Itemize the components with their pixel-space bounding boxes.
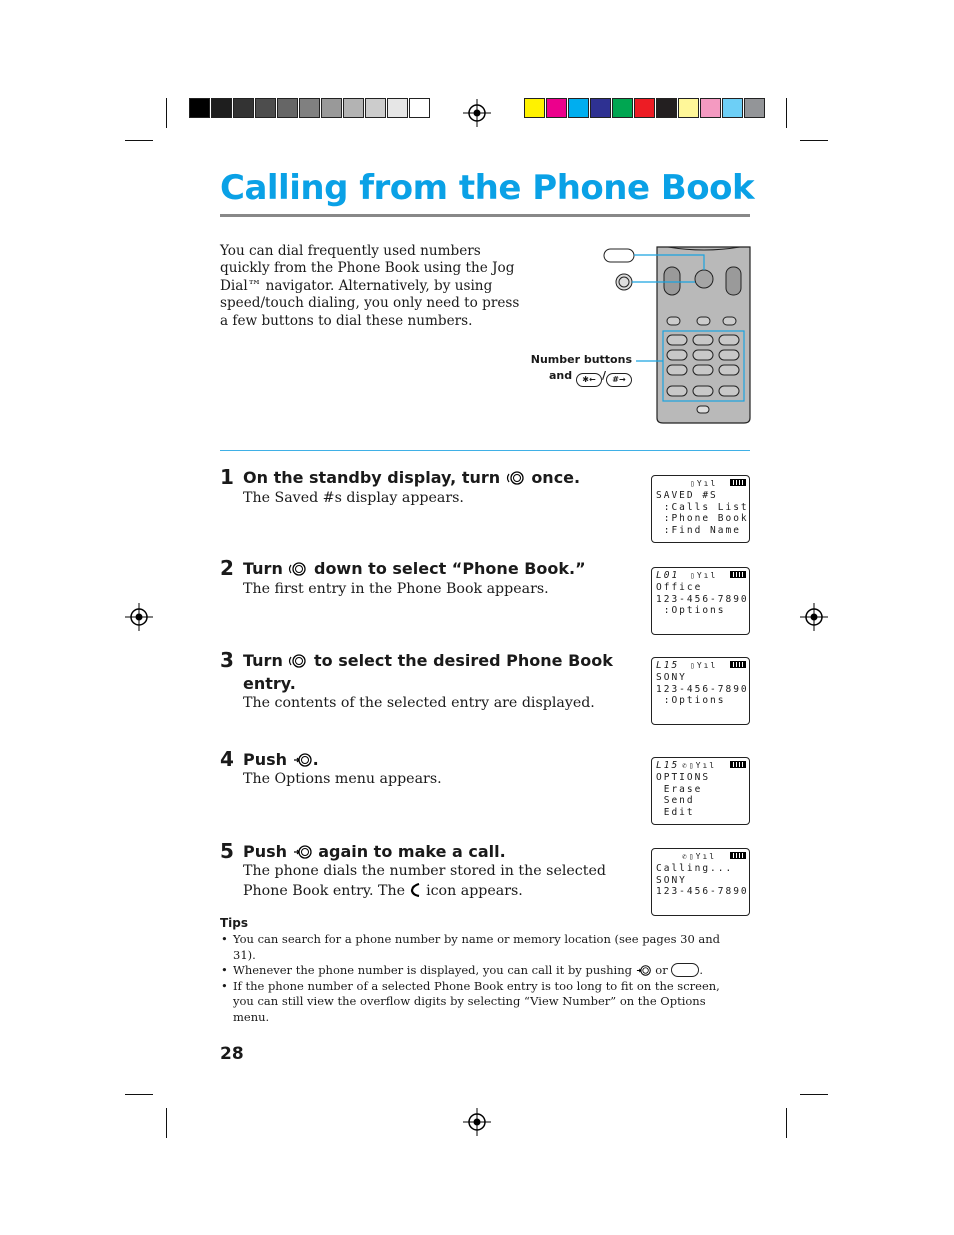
- color-swatch: [612, 98, 633, 118]
- pound-key-icon: #→: [606, 373, 632, 387]
- jog-dial-icon: [506, 471, 526, 485]
- crop-mark: [125, 140, 153, 141]
- color-swatch: [722, 98, 743, 118]
- step-number: 3: [220, 648, 234, 672]
- signal-icon: ▯Yıl: [690, 661, 718, 670]
- registration-target-icon: [463, 99, 491, 127]
- step-heading-continued: entry.: [243, 674, 296, 693]
- registration-target-icon: [463, 1108, 491, 1136]
- crop-mark: [166, 1108, 167, 1138]
- color-swatch: [590, 98, 611, 118]
- signal-icon: ✆▯Yıl: [682, 761, 717, 770]
- phone-illustration: [600, 243, 760, 428]
- battery-icon: [730, 571, 746, 578]
- color-swatch: [321, 98, 342, 118]
- signal-icon: ✆▯Yıl: [682, 852, 717, 861]
- color-swatch: [233, 98, 254, 118]
- title-rule: [220, 214, 750, 217]
- color-swatch: [656, 98, 677, 118]
- color-swatch: [255, 98, 276, 118]
- step-body: The Saved #s display appears.: [243, 490, 464, 506]
- jog-dial-icon: [288, 562, 308, 576]
- crop-mark: [166, 98, 167, 128]
- color-swatch: [546, 98, 567, 118]
- color-swatch: [700, 98, 721, 118]
- battery-icon: [730, 852, 746, 859]
- page-number: 28: [220, 1044, 244, 1064]
- color-swatch: [299, 98, 320, 118]
- step-body: The contents of the selected entry are displayed.: [243, 695, 595, 711]
- lcd-status-bar: L15 ✆▯Yıl: [656, 760, 749, 772]
- section-separator: [220, 450, 750, 451]
- jog-push-icon: [293, 753, 313, 767]
- lcd-screen-phonebook-office: L01 ▯Yıl Office 123-456-7890 :Options: [651, 567, 750, 635]
- color-swatch: [277, 98, 298, 118]
- tips-heading: Tips: [220, 916, 249, 930]
- crop-mark: [800, 140, 828, 141]
- step-body: The phone dials the number stored in the selected Phone Book entry. The icon appears.: [243, 863, 606, 899]
- tip-item: • Whenever the phone number is displayed, you can call it by pushing or .: [220, 963, 740, 979]
- color-swatch: [568, 98, 589, 118]
- step-heading: On the standby display, turn once.: [243, 468, 581, 487]
- registration-target-icon: [800, 603, 828, 631]
- lcd-status-bar: L15 ▯Yıl: [656, 660, 749, 672]
- jog-dial-icon: [288, 654, 308, 668]
- color-swatch: [387, 98, 408, 118]
- color-swatch: [365, 98, 386, 118]
- color-swatch: [634, 98, 655, 118]
- color-swatch: [744, 98, 765, 118]
- color-swatch: [343, 98, 364, 118]
- signal-icon: ▯Yıl: [690, 479, 718, 488]
- step-body: The Options menu appears.: [243, 771, 442, 787]
- lcd-screen-options: L15 ✆▯Yıl OPTIONS Erase Send Edit: [651, 757, 750, 825]
- lcd-status-bar: L01 ▯Yıl: [656, 570, 749, 582]
- step-number: 5: [220, 839, 234, 863]
- and-text: and: [548, 369, 573, 382]
- jog-push-icon: [293, 845, 313, 859]
- page-title: Calling from the Phone Book: [220, 168, 755, 208]
- step-number: 1: [220, 465, 234, 489]
- signal-icon: ▯Yıl: [690, 571, 718, 580]
- lcd-screen-saved: ▯Yıl SAVED #S :Calls List :Phone Book :Find Name: [651, 475, 750, 543]
- jog-push-icon: [636, 965, 652, 976]
- lcd-status-bar: [656, 478, 749, 490]
- battery-icon: [730, 761, 746, 768]
- crop-mark: [786, 98, 787, 128]
- color-swatch: [409, 98, 430, 118]
- crop-mark: [125, 1094, 153, 1095]
- color-swatch: [211, 98, 232, 118]
- tips-list: [220, 932, 740, 1025]
- send-key-icon: [671, 963, 699, 977]
- number-buttons-label: Number buttons and ✱← / #→: [520, 352, 632, 387]
- lcd-status-bar: [656, 851, 749, 863]
- lcd-screen-phonebook-sony: L15 ▯Yıl SONY 123-456-7890 :Options: [651, 657, 750, 725]
- step-number: 2: [220, 556, 234, 580]
- color-swatch: [189, 98, 210, 118]
- color-swatch: [524, 98, 545, 118]
- step-heading: Push again to make a call.: [243, 842, 506, 861]
- step-heading: Push .: [243, 750, 319, 769]
- lcd-screen-calling: ✆▯Yıl Calling... SONY 123-456-7890: [651, 848, 750, 916]
- step-heading: Turn to select the desired Phone Book: [243, 651, 613, 670]
- handset-icon: [410, 883, 422, 897]
- crop-mark: [800, 1094, 828, 1095]
- color-swatch: [678, 98, 699, 118]
- registration-target-icon: [125, 603, 153, 631]
- step-heading: Turn down to select “Phone Book.”: [243, 559, 586, 578]
- crop-mark: [786, 1108, 787, 1138]
- tip-item: • You can search for a phone number by name or memory location (see pages 30 and 31).: [220, 932, 740, 963]
- battery-icon: [730, 479, 746, 486]
- star-key-icon: ✱←: [576, 373, 602, 387]
- battery-icon: [730, 661, 746, 668]
- tip-item: • If the phone number of a selected Phone Book entry is too long to fit on the screen, you can still view the overflow digits by selecting “View Number” on the Options menu.: [220, 979, 740, 1026]
- step-number: 4: [220, 747, 234, 771]
- step-body: The first entry in the Phone Book appears.: [243, 581, 549, 597]
- intro-paragraph: You can dial frequently used numbers quickly from the Phone Book using the Jog Dial™ navigator. Alternatively, by using speed/touch dialing, you only need to press a few buttons to dial these numbers.: [220, 243, 520, 329]
